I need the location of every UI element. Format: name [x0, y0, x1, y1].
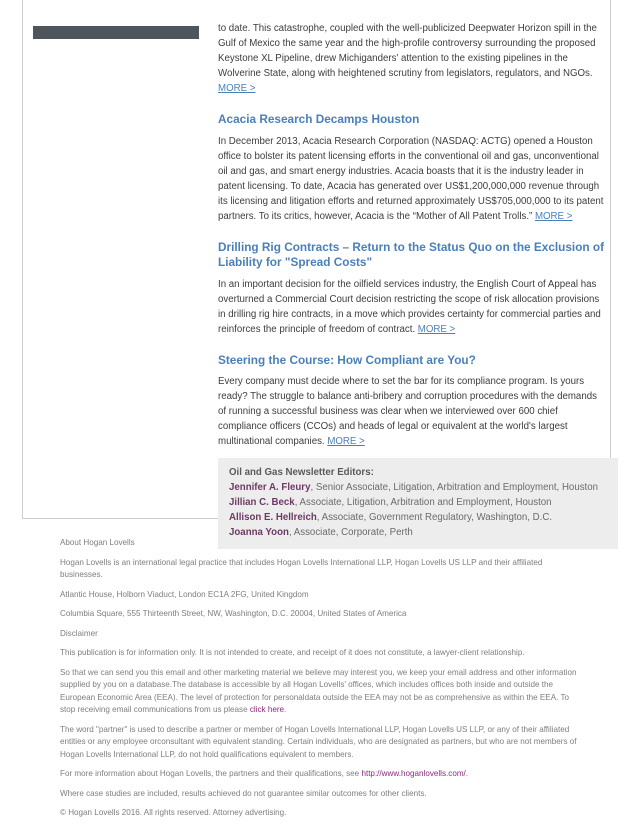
- newsletter-content: [218, 21, 607, 549]
- footer-info-note-period: .: [465, 769, 469, 778]
- footer-email-note-text: So that we can send you this email and other marketing material we believe may interest you, we keep your email address and other information supplied by you on a database.The database is accessible by all Hogan Lovells' offices, which includes offices both inside and outside the European Economic Area (EEA). The level of protection for personaldata outside the EEA may not be as comprehensive as within the EEA. To stop receiving email communications from us please: [60, 667, 577, 714]
- footer-info-note-text: For more information about Hogan Lovells, the partners and their qualifications, see: [60, 769, 362, 778]
- article-heading-acacia: Acacia Research Decamps Houston: [218, 112, 420, 126]
- footer-info-note: [60, 768, 584, 781]
- footer-practice-note: Hogan Lovells is an international legal practice that includes Hogan Lovells International LLP, Hogan Lovells US LLP and their affiliated businesses.: [60, 557, 543, 579]
- more-link-drilling-rig[interactable]: MORE >: [417, 323, 456, 335]
- footer-partner-note: The word "partner" is used to describe a partner or member of Hogan Lovells International LLP, Hogan Lovells US LLP, or any of their affiliated entities or any employee orconsultant with equivalent standing. Certain individuals, who are designated as partners, but who are not members of Hogan Lovells International LLP, do not hold qualifications equivalent to members.: [60, 724, 577, 759]
- article-paragraph-steering: [218, 374, 607, 449]
- header-bar: [33, 26, 199, 39]
- article-paragraph-drilling-rig: [218, 277, 607, 337]
- editor-details: , Associate, Litigation, Arbitration and Employment, Houston: [294, 497, 552, 508]
- more-link-steering[interactable]: MORE >: [327, 436, 365, 447]
- footer-email-note-period: .: [284, 705, 287, 714]
- article-heading-steering: Steering the Course: How Compliant are You?: [218, 352, 476, 367]
- footer-email-note: [60, 667, 584, 717]
- article-paragraph-acacia: [218, 134, 607, 224]
- editor-line: [229, 510, 606, 525]
- editor-details: , Senior Associate, Litigation, Arbitration and Employment, Houston: [310, 482, 599, 493]
- article-text-acacia: In December 2013, Acacia Research Corporation (NASDAQ: ACTG) opened a Houston office to bolster its patent licensing efforts in the conventional oil and gas, unconventional oil and gas, and smart energy industries. Acacia boasts that it is the industry leader in patent licensing. To date, Acacia has generated over US$1,200,000,000 revenue through its licensing and litigation efforts and returned approximately US$705,000,000 to its patent partners. To its critics, however, Acacia is the “Mother of All Patent Trolls.”: [218, 135, 604, 222]
- footer-case-studies-note: Where case studies are included, results achieved do not guarantee similar outcomes for other clients.: [60, 788, 427, 798]
- footer-about-title: About Hogan Lovells: [60, 538, 135, 547]
- footer-publication-note: This publication is for information only. It is not intended to create, and receipt of it does not constitute, a lawyer-client relationship.: [60, 648, 525, 657]
- editor-name-link[interactable]: Jennifer A. Fleury: [229, 482, 311, 493]
- article-text-steering: Every company must decide where to set the bar for its compliance program. Is yours ready? The struggle to balance anti-bribery and corruption procedures with the demands of running a successful business was clear when we interviewed over 600 chief compliance officers (CCOs) and heads of legal or equivalent at the world's largest multinational companies.: [218, 376, 597, 447]
- editor-line: [229, 480, 606, 495]
- more-link-acacia[interactable]: MORE >: [534, 210, 573, 222]
- footer-disclaimer-title: Disclaimer: [60, 628, 98, 638]
- editor-name-link[interactable]: Joanna Yoon: [229, 527, 289, 538]
- footer-address-london: Atlantic House, Holborn Viaduct, London EC1A 2FG, United Kingdom: [60, 589, 309, 599]
- editor-name-link[interactable]: Jillian C. Beck: [229, 497, 295, 508]
- editors-box-title: Oil and Gas Newsletter Editors:: [229, 467, 374, 478]
- editor-line: [229, 495, 606, 510]
- footer-address-washington: Columbia Square, 555 Thirteenth Street, NW, Washington, D.C. 20004, United States of America: [60, 609, 407, 618]
- more-link-intro[interactable]: MORE >: [218, 83, 256, 94]
- editor-details: , Associate, Corporate, Perth: [288, 527, 413, 538]
- editor-details: , Associate, Government Regulatory, Washington, D.C.: [316, 512, 553, 523]
- unsubscribe-link[interactable]: click here: [249, 705, 285, 714]
- footer-copyright: © Hogan Lovells 2016. All rights reserved. Attorney advertising.: [60, 808, 287, 817]
- editors-box: [218, 458, 618, 549]
- hoganlovells-website-link[interactable]: http://www.hoganlovells.com/: [361, 769, 466, 778]
- footer: [60, 537, 584, 827]
- article-text-drilling-rig: In an important decision for the oilfield services industry, the English Court of Appeal has overturned a Commercial Court decision restricting the scope of risk allocation provisions in drilling rig hire contracts, in a move which provides certainty for commercial parties and reinforces the principle of freedom of contract.: [218, 278, 601, 335]
- newsletter-frame: [22, 0, 611, 538]
- article-intro-paragraph: [218, 21, 607, 96]
- editor-name-link[interactable]: Allison E. Hellreich: [229, 512, 317, 523]
- article-intro-text: to date. This catastrophe, coupled with the well-publicized Deepwater Horizon spill in the Gulf of Mexico the same year and the high-profile controversy surrounding the proposed Keystone XL Pipeline, drew Michiganders' attention to the existing pipelines in the Wolverine State, along with heightened scrutiny from legislators, regulators, and NGOs.: [218, 23, 597, 79]
- article-heading-drilling-rig: Drilling Rig Contracts – Return to the Status Quo on the Exclusion of Liability for "Spread Costs": [218, 239, 605, 269]
